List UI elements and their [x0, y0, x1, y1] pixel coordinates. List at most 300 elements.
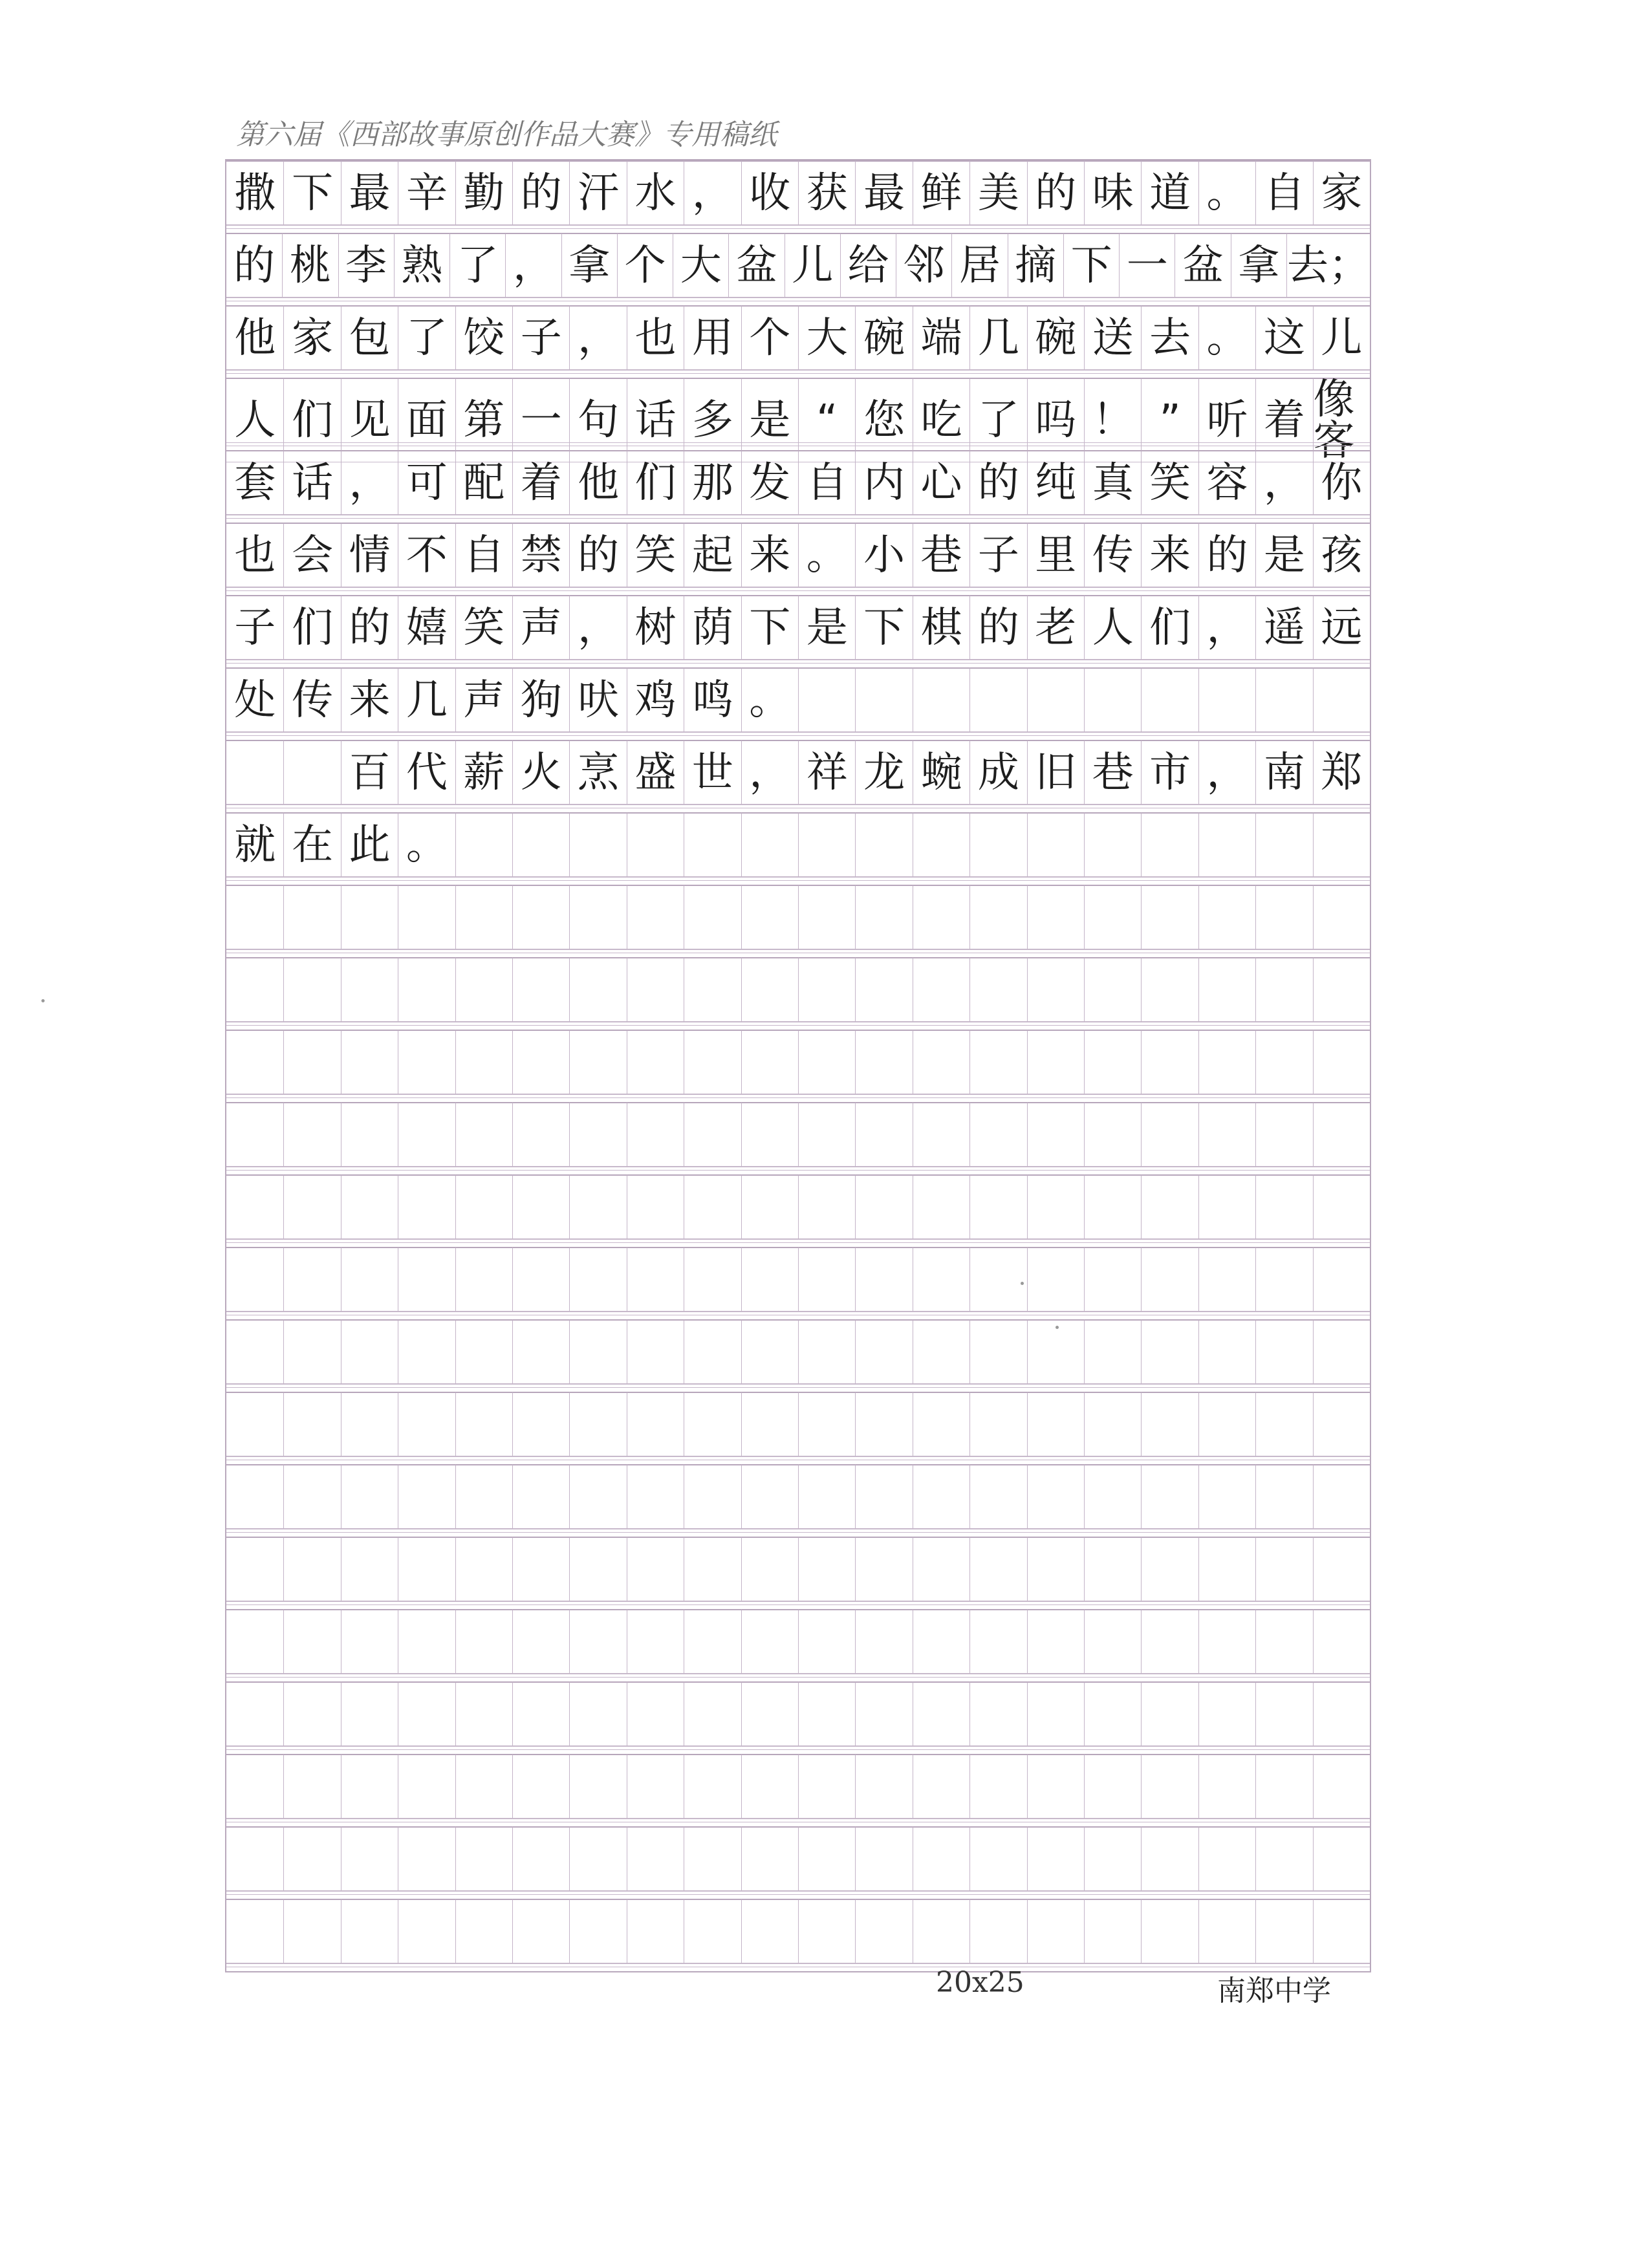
grid-cell: [969, 1899, 1026, 1963]
grid-cell: [1084, 1319, 1141, 1384]
grid-cell: 见: [341, 378, 398, 462]
grid-cell: [684, 1030, 741, 1094]
grid-cell: [798, 1392, 855, 1456]
grid-cell: 那: [684, 450, 741, 515]
grid-cell: [512, 1319, 569, 1384]
grid-row: [226, 1319, 1370, 1384]
grid-cell: [455, 1174, 512, 1239]
grid-cell: 李: [338, 233, 394, 297]
grid-cell: [855, 1754, 912, 1819]
grid-cell: [913, 1609, 969, 1674]
grid-row: [226, 595, 1370, 660]
grid-cell: [1141, 1174, 1198, 1239]
grid-cell: [1255, 1174, 1312, 1239]
grid-cell: [1313, 1030, 1370, 1094]
grid-cell: [1198, 1174, 1255, 1239]
grid-cell: [1313, 1392, 1370, 1456]
grid-cell: [855, 1609, 912, 1674]
grid-cell: [226, 1754, 283, 1819]
grid-cell: [569, 1681, 626, 1746]
grid-cell: [226, 1681, 283, 1746]
grid-cell: [1255, 885, 1312, 949]
grid-cell: 大: [673, 233, 728, 297]
grid-cell: [1141, 885, 1198, 949]
grid-cell: [1027, 1392, 1084, 1456]
grid-cell: 吗: [1027, 378, 1084, 462]
grid-cell: 笑: [1141, 450, 1198, 515]
grid-cell: [341, 1464, 398, 1529]
grid-cell: [398, 1537, 455, 1601]
grid-cell: [398, 1899, 455, 1963]
grid-cell: [627, 1681, 684, 1746]
grid-cell: [684, 1899, 741, 1963]
grid-cell: 拿: [1231, 233, 1286, 297]
grid-cell: 棋: [913, 595, 969, 660]
grid-cell: [741, 1030, 798, 1094]
grid-cell: 去；: [1286, 233, 1370, 297]
grid-cell: [1255, 1754, 1312, 1819]
grid-cell: [1141, 1537, 1198, 1601]
grid-cell: 多: [684, 378, 741, 462]
grid-cell: [1084, 1826, 1141, 1891]
grid-cell: 。: [1198, 305, 1255, 370]
grid-cell: [1141, 667, 1198, 732]
grid-cell: 桃: [282, 233, 338, 297]
grid-cell: 龙: [855, 740, 912, 805]
grid-cell: 碗: [1027, 305, 1084, 370]
grid-cell: [627, 1392, 684, 1456]
grid-cell: [1141, 1754, 1198, 1819]
grid-cell: [855, 1464, 912, 1529]
grid-cell: [741, 1681, 798, 1746]
grid-cell: 第: [455, 378, 512, 462]
grid-cell: [1313, 1537, 1370, 1601]
grid-cell: [1198, 885, 1255, 949]
grid-cell: [1313, 1174, 1370, 1239]
grid-cell: 火: [512, 740, 569, 805]
grid-cell: 去: [1141, 305, 1198, 370]
grid-cell: [1141, 812, 1198, 877]
grid-cell: [913, 1174, 969, 1239]
grid-cell: 的: [969, 595, 1026, 660]
grid-cell: 处: [226, 667, 283, 732]
grid-cell: [1084, 957, 1141, 1022]
grid-cell: 狗: [512, 667, 569, 732]
grid-cell: [1198, 1754, 1255, 1819]
grid-cell: [398, 1609, 455, 1674]
grid-cell: [684, 1609, 741, 1674]
grid-cell: [913, 1464, 969, 1529]
grid-cell: [1313, 1464, 1370, 1529]
grid-cell: 个: [741, 305, 798, 370]
grid-cell: [398, 1102, 455, 1167]
grid-cell: 配: [455, 450, 512, 515]
grid-cell: [341, 1754, 398, 1819]
grid-cell: [569, 1754, 626, 1819]
grid-cell: [969, 1754, 1026, 1819]
grid-cell: [1313, 957, 1370, 1022]
grid-cell: [226, 1319, 283, 1384]
grid-cell: 也: [226, 523, 283, 587]
grid-cell: [398, 885, 455, 949]
grid-cell: [798, 1826, 855, 1891]
grid-cell: [1198, 1319, 1255, 1384]
grid-row: [226, 450, 1370, 515]
grid-cell: [512, 1392, 569, 1456]
grid-cell: [741, 1392, 798, 1456]
grid-cell: 听: [1198, 378, 1255, 462]
grid-cell: 熟: [394, 233, 449, 297]
grid-cell: [855, 1537, 912, 1601]
grid-cell: 给: [840, 233, 896, 297]
grid-cell: [455, 1030, 512, 1094]
manuscript-grid: [225, 159, 1371, 1972]
grid-cell: [684, 1174, 741, 1239]
grid-cell: [798, 812, 855, 877]
grid-cell: [798, 957, 855, 1022]
grid-cell: [226, 1899, 283, 1963]
grid-cell: 人: [1084, 595, 1141, 660]
grid-cell: 祥: [798, 740, 855, 805]
grid-cell: [1027, 1247, 1084, 1312]
grid-cell: 在: [283, 812, 340, 877]
grid-cell: 盆: [728, 233, 784, 297]
grid-row: [226, 1392, 1370, 1456]
grid-cell: [569, 885, 626, 949]
grid-cell: [283, 1030, 340, 1094]
grid-cell: [1027, 1102, 1084, 1167]
grid-cell: [512, 812, 569, 877]
grid-cell: [855, 1392, 912, 1456]
grid-cell: [283, 1537, 340, 1601]
grid-cell: 下: [855, 595, 912, 660]
grid-size-label: 20x25: [936, 1966, 1024, 1999]
grid-cell: 自: [455, 523, 512, 587]
grid-row: [226, 885, 1370, 949]
grid-cell: 个: [617, 233, 673, 297]
grid-cell: [627, 1030, 684, 1094]
grid-cell: [341, 1609, 398, 1674]
grid-cell: [398, 1826, 455, 1891]
grid-cell: [1255, 1464, 1312, 1529]
grid-cell: 一: [1119, 233, 1175, 297]
grid-cell: [1084, 1247, 1141, 1312]
grid-cell: [913, 812, 969, 877]
grid-cell: 下: [1063, 233, 1119, 297]
grid-cell: [398, 1174, 455, 1239]
grid-cell: [1027, 1899, 1084, 1963]
grid-cell: 勤: [455, 160, 512, 225]
grid-cell: [226, 1537, 283, 1601]
grid-cell: [684, 957, 741, 1022]
grid-cell: [855, 812, 912, 877]
grid-cell: 鸡: [627, 667, 684, 732]
grid-cell: [913, 957, 969, 1022]
grid-cell: [283, 1754, 340, 1819]
grid-cell: [455, 1247, 512, 1312]
grid-cell: [341, 1681, 398, 1746]
grid-cell: 收: [741, 160, 798, 225]
grid-cell: 辛: [398, 160, 455, 225]
grid-cell: 儿: [785, 233, 840, 297]
grid-cell: [1255, 1319, 1312, 1384]
grid-cell: 成: [969, 740, 1026, 805]
grid-cell: 巷: [913, 523, 969, 587]
grid-cell: ，: [741, 740, 798, 805]
grid-cell: [341, 1174, 398, 1239]
grid-cell: 真: [1084, 450, 1141, 515]
grid-cell: [855, 1102, 912, 1167]
grid-cell: [913, 1754, 969, 1819]
grid-row: [226, 1826, 1370, 1891]
grid-cell: [969, 1319, 1026, 1384]
grid-cell: ，: [569, 305, 626, 370]
grid-cell: 远: [1313, 595, 1370, 660]
grid-cell: 邻: [896, 233, 951, 297]
grid-cell: [569, 1826, 626, 1891]
grid-cell: 起: [684, 523, 741, 587]
grid-cell: ，: [1255, 450, 1312, 515]
grid-cell: [569, 1030, 626, 1094]
grid-cell: [684, 1102, 741, 1167]
grid-cell: [226, 1174, 283, 1239]
grid-cell: [741, 1174, 798, 1239]
grid-cell: 的: [569, 523, 626, 587]
grid-cell: [1027, 1826, 1084, 1891]
grid-cell: [969, 1174, 1026, 1239]
grid-cell: [741, 957, 798, 1022]
grid-cell: [684, 1319, 741, 1384]
grid-cell: 面: [398, 378, 455, 462]
grid-cell: [741, 1102, 798, 1167]
grid-cell: 。: [798, 523, 855, 587]
grid-cell: [341, 1392, 398, 1456]
grid-cell: ，: [505, 233, 561, 297]
grid-cell: [741, 812, 798, 877]
grid-cell: [969, 957, 1026, 1022]
grid-cell: [1313, 1319, 1370, 1384]
scan-speck: [1056, 1326, 1059, 1329]
grid-cell: [398, 1392, 455, 1456]
grid-cell: [1027, 1609, 1084, 1674]
grid-cell: [283, 1826, 340, 1891]
grid-cell: 子: [512, 305, 569, 370]
grid-cell: 烹: [569, 740, 626, 805]
grid-cell: [1198, 1247, 1255, 1312]
grid-cell: [512, 1464, 569, 1529]
grid-cell: 不: [398, 523, 455, 587]
grid-cell: 味: [1084, 160, 1141, 225]
grid-cell: [798, 1174, 855, 1239]
grid-cell: [569, 1899, 626, 1963]
grid-cell: [1198, 1030, 1255, 1094]
grid-cell: 可: [398, 450, 455, 515]
grid-cell: [627, 885, 684, 949]
grid-cell: [969, 1030, 1026, 1094]
grid-cell: [855, 1247, 912, 1312]
grid-cell: “: [798, 378, 855, 462]
grid-cell: [1027, 1681, 1084, 1746]
grid-cell: 吃: [913, 378, 969, 462]
grid-cell: 的: [341, 595, 398, 660]
grid-cell: [341, 1030, 398, 1094]
grid-cell: 的: [1198, 523, 1255, 587]
grid-cell: [798, 1609, 855, 1674]
grid-cell: 传: [1084, 523, 1141, 587]
grid-cell: [1027, 1319, 1084, 1384]
grid-cell: [1198, 1609, 1255, 1674]
grid-cell: 着: [1255, 378, 1312, 462]
grid-cell: 您: [855, 378, 912, 462]
grid-cell: [627, 1102, 684, 1167]
grid-cell: [455, 1899, 512, 1963]
grid-cell: 容: [1198, 450, 1255, 515]
grid-cell: [569, 1609, 626, 1674]
grid-cell: [455, 1537, 512, 1601]
grid-cell: [855, 1826, 912, 1891]
grid-cell: [455, 885, 512, 949]
grid-row: [226, 523, 1370, 587]
grid-cell: 几: [398, 667, 455, 732]
grid-cell: 纯: [1027, 450, 1084, 515]
scan-speck: [41, 999, 45, 1002]
grid-cell: [798, 885, 855, 949]
grid-cell: [341, 957, 398, 1022]
grid-cell: [969, 1102, 1026, 1167]
grid-cell: [512, 885, 569, 949]
grid-cell: [627, 1537, 684, 1601]
grid-cell: [627, 1319, 684, 1384]
grid-cell: 撒: [226, 160, 283, 225]
grid-cell: [1084, 1609, 1141, 1674]
grid-cell: 下: [283, 160, 340, 225]
grid-cell: [969, 1826, 1026, 1891]
grid-cell: 汗: [569, 160, 626, 225]
grid-cell: [398, 1247, 455, 1312]
grid-cell: [1141, 1826, 1198, 1891]
grid-cell: [855, 1899, 912, 1963]
grid-cell: 他: [226, 305, 283, 370]
grid-row: [226, 376, 1370, 465]
grid-cell: ，: [1198, 740, 1255, 805]
grid-cell: [569, 1247, 626, 1312]
grid-cell: [1027, 957, 1084, 1022]
grid-cell: [455, 1102, 512, 1167]
grid-cell: 们: [627, 450, 684, 515]
grid-cell: [627, 812, 684, 877]
grid-cell: [455, 1681, 512, 1746]
grid-cell: [341, 1826, 398, 1891]
grid-cell: [969, 667, 1026, 732]
grid-cell: 儿: [1313, 305, 1370, 370]
grid-cell: 旧: [1027, 740, 1084, 805]
grid-cell: [1313, 1102, 1370, 1167]
grid-cell: [512, 1899, 569, 1963]
grid-cell: [226, 1392, 283, 1456]
grid-cell: [684, 1464, 741, 1529]
grid-cell: 会: [283, 523, 340, 587]
grid-row: [226, 1681, 1370, 1746]
grid-cell: [512, 1030, 569, 1094]
grid-cell: [1084, 1899, 1141, 1963]
grid-cell: [512, 1247, 569, 1312]
grid-cell: [1027, 812, 1084, 877]
grid-cell: [1198, 1392, 1255, 1456]
grid-cell: 饺: [455, 305, 512, 370]
grid-cell: [569, 812, 626, 877]
grid-cell: [1198, 1102, 1255, 1167]
grid-cell: 声: [512, 595, 569, 660]
grid-cell: 这: [1255, 305, 1312, 370]
grid-cell: 嬉: [398, 595, 455, 660]
grid-cell: 拿: [561, 233, 617, 297]
grid-cell: 盛: [627, 740, 684, 805]
grid-cell: [913, 1102, 969, 1167]
grid-cell: [455, 1319, 512, 1384]
grid-cell: [1255, 1609, 1312, 1674]
grid-cell: [1084, 1754, 1141, 1819]
grid-cell: 百: [341, 740, 398, 805]
grid-cell: [283, 1174, 340, 1239]
grid-cell: [1313, 1247, 1370, 1312]
grid-cell: 最: [341, 160, 398, 225]
grid-cell: [283, 1319, 340, 1384]
grid-cell: [627, 1899, 684, 1963]
grid-cell: [913, 1030, 969, 1094]
grid-row: [226, 1609, 1370, 1674]
grid-cell: [512, 957, 569, 1022]
grid-cell: 水: [627, 160, 684, 225]
grid-cell: 大: [798, 305, 855, 370]
grid-cell: [855, 885, 912, 949]
grid-cell: [1198, 1681, 1255, 1746]
grid-cell: [798, 1464, 855, 1529]
grid-cell: [455, 1754, 512, 1819]
grid-cell: [1141, 1681, 1198, 1746]
grid-cell: 薪: [455, 740, 512, 805]
grid-cell: [798, 1247, 855, 1312]
grid-cell: 包: [341, 305, 398, 370]
grid-cell: [684, 1754, 741, 1819]
grid-cell: [398, 1681, 455, 1746]
grid-row: [226, 1030, 1370, 1094]
grid-cell: 笑: [455, 595, 512, 660]
grid-cell: [741, 1609, 798, 1674]
grid-cell: [684, 885, 741, 949]
grid-cell: 来: [741, 523, 798, 587]
grid-row: [226, 1247, 1370, 1312]
grid-cell: 几: [969, 305, 1026, 370]
grid-cell: [341, 1247, 398, 1312]
grid-cell: [1255, 1826, 1312, 1891]
grid-cell: [283, 740, 340, 805]
grid-cell: [1027, 1537, 1084, 1601]
grid-cell: [913, 1392, 969, 1456]
grid-cell: [855, 1319, 912, 1384]
grid-cell: [1141, 957, 1198, 1022]
grid-cell: [1084, 1030, 1141, 1094]
grid-cell: [1255, 1681, 1312, 1746]
grid-cell: [1084, 1537, 1141, 1601]
grid-cell: 鸣: [684, 667, 741, 732]
grid-cell: [1255, 667, 1312, 732]
grid-cell: [627, 1464, 684, 1529]
grid-cell: [741, 1754, 798, 1819]
grid-cell: 情: [341, 523, 398, 587]
grid-cell: 心: [913, 450, 969, 515]
grid-cell: [455, 957, 512, 1022]
grid-cell: ”: [1141, 378, 1198, 462]
